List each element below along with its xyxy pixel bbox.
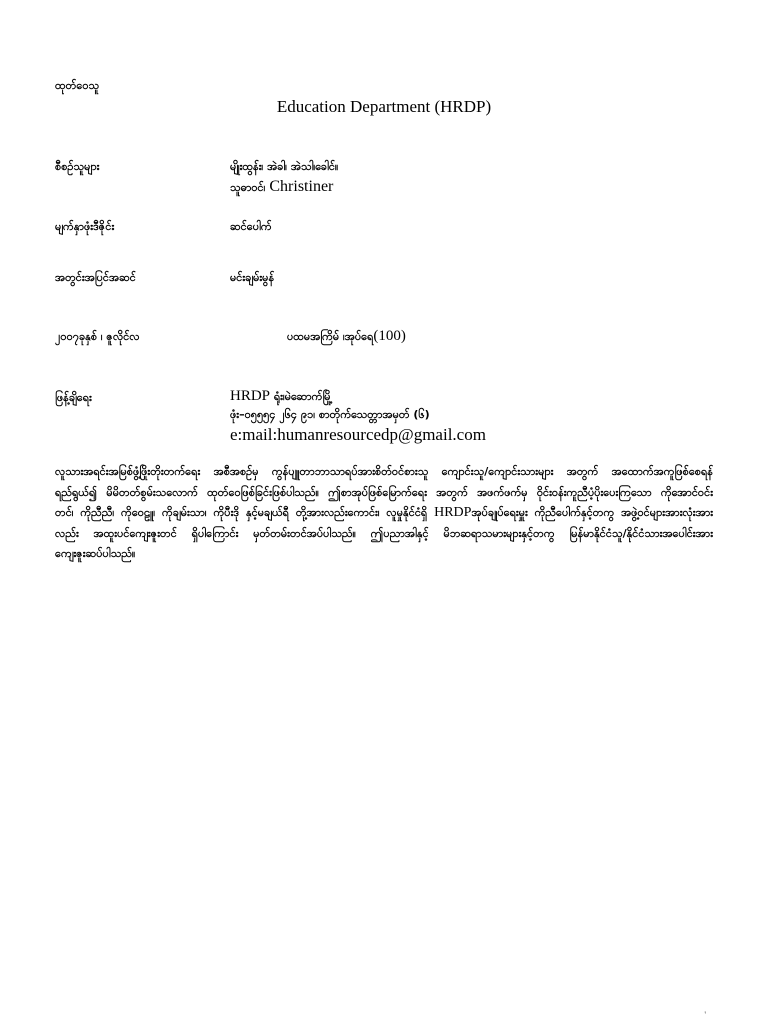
editors-label: စီစဉ်သူများ (55, 160, 100, 173)
editors-value-line1: မျိုးထွန်း၊ အဲခါ၊ အဲသါ၊ခေါင်။ (230, 160, 339, 173)
distribution-label: ဖြန့်ချိရေး (55, 391, 92, 404)
editors-value-line2 (230, 178, 333, 197)
distribution-value-line1-mm: ရုံး၊မဲဆောက်မြို့ (270, 390, 333, 403)
edition-value-mm: ပထမအကြိမ် ၊အုပ်ရေ (287, 330, 374, 343)
layout-value: မင်းချမ်းမွန် (230, 271, 275, 284)
distribution-value-line2: ဖုံး–၀၅၅၅၄ ၂၆၄ ၉၁၊ စာတိုက်သေတ္တာအမှတ် (၆) (230, 408, 430, 421)
edition-value-en: (100) (373, 328, 406, 344)
paragraph-part2-en: HRDP (434, 505, 472, 520)
page-title: Education Department (HRDP) (276, 97, 492, 116)
cover-design-value: ဆင်ပေါက် (230, 220, 272, 233)
distribution-value-line1 (230, 387, 332, 406)
publisher-label: ထုတ်ဝေသူ (55, 79, 100, 92)
editors-value-line2-en: Christiner (265, 178, 334, 195)
paragraph-part3: အုပ်ချုပ်ရေးမှူး ကိုညီပေါက်နှင့်တကွ အဖွဲ့ဝင်များအားလုံးအားလည်း အထူးပင်ကျေးဇူးတင် ရှိပါကြောင်း မှတ်တမ်းတင်အပ်ပါသည်။ ဤပညာအါနှင့် မိဘဆရာသမားများနှင့်တကွ မြန်မာနိုင်ငံသူ/နိုင်ငံသားအပေါင်းအား ကျေးဇူးဆပ်ပါသည်။ (55, 506, 714, 560)
date-label: ၂၀၀၇ခုနှစ် ၊ ဇူလိုင်လ (55, 330, 140, 343)
page-mark: ' (704, 1010, 706, 1020)
edition-value (287, 327, 406, 346)
email-address: e:mail:humanresourcedp@gmail.com (230, 425, 486, 444)
editors-value-line2-mm: သူဓာဝင်၊ (230, 181, 266, 194)
acknowledgement-paragraph (55, 462, 713, 565)
layout-label: အတွင်းအပြင်အဆင် (55, 271, 136, 284)
paragraph-part1: လူသားအရင်းအမြစ်ဖွံ့ဖြိုးတိုးတက်ရေး အစီအစဉ်မှ ကွန်ပျူတာဘာသာရပ်အားစိတ်ဝင်စားသူ ကျောင်းသူ/ကျောင်းသားများ အတွက် အထောက်အကူဖြစ်စေရန်ရည်ရွယ်၍ မိမိတတ်စွမ်းသလောက် ထုတ်ဝေဖြစ်ခြင်းဖြစ်ပါသည်။ ဤစာအုပ်ဖြစ်မြောက်ရေး အတွက် အဖက်ဖက်မှ ဝိုင်းဝန်းကူညီပံ့ပိုးပေးကြသော ကိုအောင်ဝင်းတင်၊ ကိုညီညီ၊ ကိုဝေဠူ၊ ကိုချမ်းသာ၊ ကိုပီးဒို နှင့်မချယ်ရီ တို့အားလည်းကောင်း၊ လူမှုနိုင်ငံရှိ (55, 465, 713, 519)
distribution-value-line1-en: HRDP (230, 388, 271, 404)
cover-design-label: မျက်နှာဖုံးဒီဇိုင်း (55, 220, 115, 233)
